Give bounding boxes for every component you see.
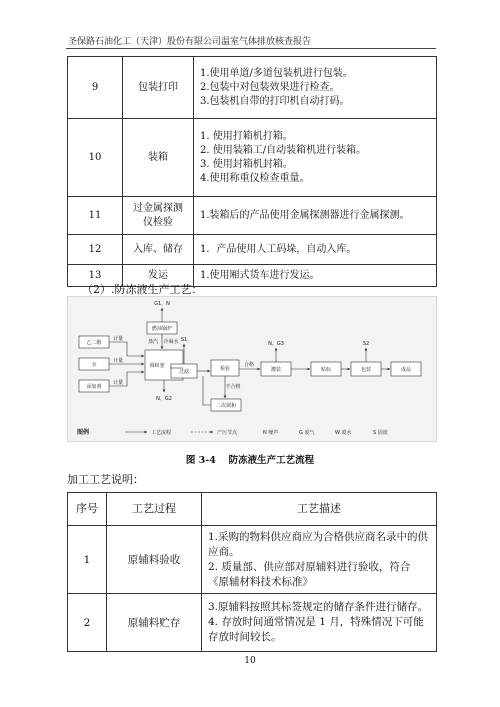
process-table-1 bbox=[67, 56, 437, 287]
mixer-label: 调和釜 bbox=[149, 363, 165, 369]
legend-pollution: 产污节点 bbox=[217, 430, 238, 436]
inspect-label: 检验 bbox=[219, 366, 231, 372]
cell-name bbox=[123, 119, 194, 197]
cell-no: 9 bbox=[68, 57, 123, 119]
legend-title: 图例 bbox=[77, 429, 90, 436]
desc-line: 3. 使用封箱机封箱。 bbox=[200, 158, 293, 170]
desc-line: 4. 存放时间通常情况是 1 月，特殊情况下可能存放时间较长。 bbox=[208, 616, 424, 643]
cell-name-line: 入库、储存 bbox=[133, 243, 183, 255]
process-table-2 bbox=[67, 492, 437, 652]
desc-line: 1.采购的物料供应商应为合格供应商名录中的供应商。 bbox=[208, 530, 429, 558]
condensate-label: 冷凝水 bbox=[163, 339, 179, 345]
meter-label-3: 计量 bbox=[112, 380, 124, 386]
table-row bbox=[68, 197, 437, 235]
cell-name bbox=[123, 197, 194, 235]
desc-line: 1.使用单道/多道包装机进行包装。 bbox=[200, 67, 353, 79]
cell-name: 原辅料验收 bbox=[107, 526, 202, 594]
s2-label: S2 bbox=[362, 341, 370, 347]
cell-desc bbox=[202, 526, 437, 594]
table-row bbox=[68, 57, 437, 119]
table-row bbox=[68, 235, 437, 265]
desc-line: 1．产品使用人工码垛，自动入库。 bbox=[200, 243, 357, 255]
cell-name-line: 仪检验 bbox=[143, 216, 173, 228]
water-label: 水 bbox=[91, 362, 97, 368]
desc-line: 2. 使用装箱工/自动装箱机进行装箱。 bbox=[200, 144, 367, 156]
cell-no: 13 bbox=[68, 265, 123, 287]
process-flow-diagram bbox=[67, 296, 437, 442]
desc-line: 1. 使用打箱机打箱。 bbox=[200, 130, 293, 142]
cell-no: 10 bbox=[68, 119, 123, 197]
desc-line: 2.包装中对包装效果进行检查。 bbox=[200, 81, 340, 93]
legend-water: W 废水 bbox=[335, 430, 352, 436]
desc-line: 1.使用厢式货车进行发运。 bbox=[200, 269, 320, 281]
cell-name: 原辅料贮存 bbox=[107, 594, 202, 652]
page-header: 圣保路石油化工（天津）股份有限公司温室气体排放核查报告 bbox=[68, 37, 312, 47]
product-label: 成品 bbox=[400, 367, 412, 373]
header-process: 工艺过程 bbox=[107, 493, 202, 526]
table-row bbox=[68, 119, 437, 197]
cell-no: 1 bbox=[68, 526, 107, 594]
g1-label: G1、N bbox=[154, 301, 170, 307]
glycol-label: 乙二醇 bbox=[86, 340, 102, 346]
fill-label: 灌装 bbox=[270, 367, 282, 373]
cell-desc bbox=[194, 119, 437, 197]
additive-label: 添加剂 bbox=[86, 384, 102, 390]
page-number: 10 bbox=[244, 656, 256, 666]
cell-desc bbox=[202, 594, 437, 652]
table-row bbox=[68, 526, 437, 594]
pack-label: 包装 bbox=[360, 367, 372, 373]
legend-gas: G 废气 bbox=[299, 430, 315, 436]
boiler-label: 燃油锅炉 bbox=[151, 326, 173, 332]
remix-label: 二次调和 bbox=[215, 403, 237, 409]
meter-label-2: 计量 bbox=[112, 358, 124, 364]
desc-line: 2. 质量部、供应部对原辅料进行验收，符合《原辅材料技术标准》 bbox=[208, 560, 411, 588]
desc-line: 3.包装机自带的打印机自动打码。 bbox=[200, 95, 350, 107]
n-g2-label: N、G2 bbox=[156, 396, 172, 402]
cell-name bbox=[123, 57, 194, 119]
cell-no: 11 bbox=[68, 197, 123, 235]
figure-caption: 图 3-4 防冻液生产工艺流程 bbox=[185, 455, 315, 466]
desc-line: 1.装箱后的产品使用金属探测器进行金属探测。 bbox=[200, 209, 410, 221]
cell-desc bbox=[194, 197, 437, 235]
n-g3-label: N、G3 bbox=[268, 341, 284, 347]
cell-name-line: 过金属探测 bbox=[133, 202, 183, 214]
label-step-label: 贴标 bbox=[320, 367, 332, 373]
cell-desc bbox=[194, 235, 437, 265]
filter-label: 过滤 bbox=[178, 369, 190, 375]
header-rule bbox=[66, 48, 436, 49]
desc-line: 4.使用称重仪检查重量。 bbox=[200, 172, 310, 184]
s1-label: S1 bbox=[180, 337, 188, 343]
cell-desc bbox=[194, 57, 437, 119]
legend-noise: N 噪声 bbox=[263, 430, 279, 436]
cell-name-line: 装箱 bbox=[148, 151, 168, 163]
cell-no: 2 bbox=[68, 594, 107, 652]
desc-line: 3.原辅料按照其标签规定的储存条件进行储存。 bbox=[208, 601, 429, 613]
steam-in-label: 蒸汽 bbox=[147, 339, 159, 345]
cell-desc bbox=[194, 265, 437, 287]
cell-no: 12 bbox=[68, 235, 123, 265]
header-description: 工艺描述 bbox=[202, 493, 437, 526]
pass-label: 合格 bbox=[243, 362, 255, 368]
cell-name bbox=[123, 235, 194, 265]
header-no: 序号 bbox=[68, 493, 107, 526]
process-description-heading: 加工工艺说明： bbox=[67, 473, 144, 486]
cell-name-line: 发运 bbox=[148, 269, 168, 281]
table-header-row bbox=[68, 493, 437, 526]
section-title: （2）.防冻液生产工艺： bbox=[82, 283, 203, 296]
fail-label: 不合格 bbox=[225, 384, 241, 390]
legend-process: 工艺流程 bbox=[151, 430, 172, 436]
cell-name-line: 包装打印 bbox=[138, 81, 178, 93]
table-row bbox=[68, 594, 437, 652]
meter-label-1: 计量 bbox=[112, 336, 124, 342]
legend-solid: S 固废 bbox=[373, 430, 388, 436]
